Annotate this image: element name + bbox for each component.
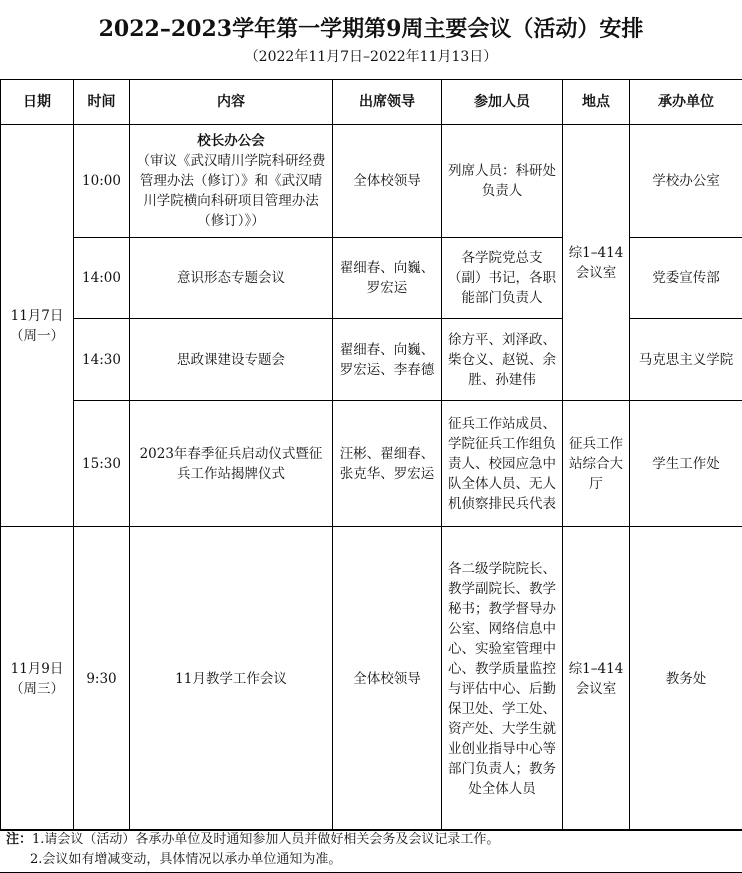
- organizer-cell: 教务处: [630, 527, 742, 831]
- location-cell: 综1–414会议室: [563, 125, 630, 401]
- participants-cell: 列席人员：科研处负责人: [442, 125, 563, 238]
- table-row: [1, 527, 742, 831]
- note-line-1: [0, 830, 742, 850]
- content-cell: 意识形态专题会议: [130, 238, 333, 319]
- leaders-cell: 汪彬、翟细春、张克华、罗宏运: [333, 401, 442, 527]
- leaders-cell: 翟细春、向巍、罗宏运、李春德: [333, 319, 442, 401]
- table-row: [1, 319, 742, 401]
- time-cell: 10:00: [74, 125, 130, 238]
- header-row: [1, 80, 742, 125]
- participants-cell: 征兵工作站成员、学院征兵工作组负责人、校园应急中队全体人员、无人机侦察排民兵代表: [442, 401, 563, 527]
- page-subtitle: （2022年11月7日–2022年11月13日）: [0, 46, 742, 66]
- date-text: 11月7日: [6, 306, 68, 326]
- content-cell: 思政课建设专题会: [130, 319, 333, 401]
- table-row: [1, 401, 742, 527]
- header-location: 地点: [563, 80, 630, 125]
- participants-cell: 徐方平、刘泽政、柴仓义、赵锐、余胜、孙建伟: [442, 319, 563, 401]
- content-cell: 11月教学工作会议: [130, 527, 333, 831]
- date-text: 11月9日: [6, 659, 68, 679]
- page-title: 2022–2023学年第一学期第9周主要会议（活动）安排: [0, 12, 742, 43]
- organizer-cell: 学校办公室: [630, 125, 742, 238]
- date-cell: [1, 527, 74, 831]
- header-time: 时间: [74, 80, 130, 125]
- leaders-cell: 全体校领导: [333, 125, 442, 238]
- organizer-cell: 学生工作处: [630, 401, 742, 527]
- date-cell: [1, 125, 74, 527]
- content-cell: 2023年春季征兵启动仪式暨征兵工作站揭牌仪式: [130, 401, 333, 527]
- leaders-cell: 翟细春、向巍、罗宏运: [333, 238, 442, 319]
- table-row: [1, 125, 742, 238]
- time-cell: 9:30: [74, 527, 130, 831]
- leaders-cell: 全体校领导: [333, 527, 442, 831]
- location-cell: 征兵工作站综合大厅: [563, 401, 630, 527]
- content-title: 校长办公会: [135, 131, 327, 151]
- note-line-2: 2.会议如有增减变动，具体情况以承办单位通知为准。: [0, 850, 742, 870]
- weekday-text: （周一）: [6, 326, 68, 346]
- participants-cell: 各二级学院院长、教学副院长、教学秘书；教学督导办公室、网络信息中心、实验室管理中心、教学质量监控与评估中心、后勤保卫处、学工处、资产处、大学生就业创业指导中心等部门负责人；教务处全体人员: [442, 527, 563, 831]
- participants-cell: 各学院党总支（副）书记，各职能部门负责人: [442, 238, 563, 319]
- content-cell: [130, 125, 333, 238]
- header-leaders: 出席领导: [333, 80, 442, 125]
- time-cell: 15:30: [74, 401, 130, 527]
- note-label: 注：: [6, 832, 32, 847]
- notes-section: [0, 829, 742, 873]
- header-content: 内容: [130, 80, 333, 125]
- header-date: 日期: [1, 80, 74, 125]
- location-cell: 综1–414会议室: [563, 527, 630, 831]
- organizer-cell: 马克思主义学院: [630, 319, 742, 401]
- organizer-cell: 党委宣传部: [630, 238, 742, 319]
- note-text-1: 1.请会议（活动）各承办单位及时通知参加人员并做好相关会务及会议记录工作。: [32, 832, 499, 847]
- time-cell: 14:00: [74, 238, 130, 319]
- header-organizer: 承办单位: [630, 80, 742, 125]
- content-detail: （审议《武汉晴川学院科研经费管理办法（修订）》和《武汉晴川学院横向科研项目管理办法（修订）》）: [135, 151, 327, 231]
- schedule-table: [0, 79, 742, 831]
- weekday-text: （周三）: [6, 679, 68, 699]
- table-row: [1, 238, 742, 319]
- time-cell: 14:30: [74, 319, 130, 401]
- header-participants: 参加人员: [442, 80, 563, 125]
